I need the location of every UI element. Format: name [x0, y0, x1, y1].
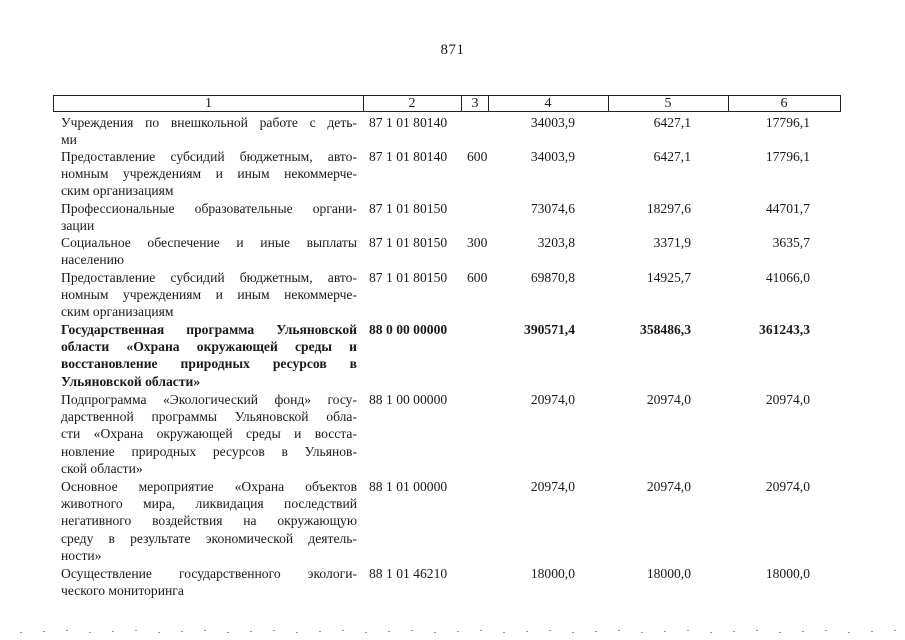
row-value-col5: 358486,3 — [640, 322, 691, 337]
scan-dot — [66, 630, 68, 631]
row-code: 87 1 01 80140 — [369, 149, 448, 164]
row-name-line: Подпрограмма «Экологический фонд» госу- — [61, 392, 357, 407]
scan-dot — [411, 630, 413, 631]
scan-dot — [227, 632, 229, 633]
scan-dot — [135, 630, 137, 631]
scan-dot — [618, 630, 620, 631]
row-name-line: Осуществление государственного экологи- — [61, 566, 357, 581]
row-name — [61, 148, 357, 200]
scan-dot — [733, 631, 735, 632]
row-name-line: ми — [61, 132, 77, 148]
row-name — [61, 200, 357, 234]
row-value-col4: 3203,8 — [537, 235, 575, 250]
row-name-line: Ульяновской области» — [61, 373, 201, 389]
row-name-line: негативного воздействия на окружающую — [61, 513, 357, 529]
scan-dot — [20, 632, 22, 633]
row-name-line: ности» — [61, 547, 102, 563]
row-value-col5: 18000,0 — [646, 566, 691, 581]
row-name-line: ской области» — [61, 460, 143, 476]
scan-dot — [204, 630, 206, 631]
row-code: 87 1 01 80150 — [369, 235, 448, 250]
row-value-col6: 44701,7 — [765, 201, 810, 216]
row-code: 88 1 01 00000 — [369, 479, 448, 494]
page-number: 871 — [440, 42, 465, 58]
row-value-col4: 69870,8 — [530, 270, 575, 285]
row-name-line: Государственная программа Ульяновской — [61, 322, 357, 337]
row-value-col4: 73074,6 — [530, 201, 575, 216]
row-value-col5: 20974,0 — [646, 392, 691, 407]
scan-dot — [273, 630, 275, 631]
row-name — [61, 391, 357, 477]
row-name-line: Социальное обеспечение и иные выплаты — [61, 235, 357, 250]
scan-dot — [572, 632, 574, 633]
scan-dot — [181, 631, 183, 632]
row-value-col4: 18000,0 — [530, 566, 575, 581]
row-code: 88 0 00 00000 — [369, 322, 448, 337]
scan-dot — [802, 631, 804, 632]
header-col-4: 4 — [488, 95, 609, 112]
row-name — [61, 478, 357, 564]
scan-dot — [250, 631, 252, 632]
row-name-line: животного мира, ликвидация последствий — [61, 496, 357, 512]
scan-dot — [664, 631, 666, 632]
row-value-col6: 17796,1 — [765, 149, 810, 164]
row-value-col4: 34003,9 — [530, 115, 575, 130]
row-name-line: ским организациям — [61, 304, 174, 320]
row-name-line: номным учреждениям и иным некоммерче- — [61, 287, 357, 303]
row-value-col5: 3371,9 — [653, 235, 691, 250]
row-value-col6: 17796,1 — [765, 115, 810, 130]
scan-dot — [894, 630, 896, 631]
row-value-col5: 6427,1 — [653, 149, 691, 164]
row-value-col6: 18000,0 — [765, 566, 810, 581]
scan-dot — [848, 632, 850, 633]
scan-dot — [158, 632, 160, 633]
row-value-col6: 20974,0 — [765, 479, 810, 494]
scan-dot — [296, 632, 298, 633]
row-name — [61, 114, 357, 148]
row-name-line: восстановление природных ресурсов в — [61, 356, 357, 372]
row-code: 87 1 01 80150 — [369, 270, 448, 285]
row-value-col5: 18297,6 — [646, 201, 691, 216]
header-col-3: 3 — [461, 95, 489, 112]
scan-dot — [342, 630, 344, 631]
row-name — [61, 234, 357, 268]
row-name-line: населению — [61, 252, 125, 268]
scan-dot — [457, 631, 459, 632]
row-name-line: среду в результате экономической деятель- — [61, 530, 357, 546]
row-name-line: зации — [61, 218, 95, 234]
scan-dot — [687, 630, 689, 631]
header-col-1: 1 — [53, 95, 364, 112]
row-name — [61, 321, 357, 390]
scan-dot — [112, 631, 114, 632]
row-value-col4: 390571,4 — [524, 322, 575, 337]
row-name-line: дарственной программы Ульяновской обла- — [61, 409, 357, 425]
row-value-col6: 41066,0 — [765, 270, 810, 285]
scan-dot — [480, 630, 482, 631]
scan-dot — [756, 630, 758, 631]
scan-dot — [503, 632, 505, 633]
scan-dot — [549, 630, 551, 631]
row-name — [61, 269, 357, 321]
row-value-col5: 20974,0 — [646, 479, 691, 494]
header-col-6: 6 — [728, 95, 841, 112]
scan-dot — [779, 632, 781, 633]
row-name-line: ским организациям — [61, 183, 174, 199]
row-value-col4: 20974,0 — [530, 479, 575, 494]
row-code: 88 1 01 46210 — [369, 566, 448, 581]
scan-dot — [43, 631, 45, 632]
row-name-line: сти «Охрана окружающей среды и восста- — [61, 426, 357, 442]
row-name — [61, 565, 357, 599]
scan-dot — [319, 631, 321, 632]
row-name-line: новление природных ресурсов в Ульянов- — [61, 443, 357, 459]
row-value-col6: 361243,3 — [759, 322, 810, 337]
row-expense-type: 600 — [467, 270, 488, 285]
row-value-col5: 6427,1 — [653, 115, 691, 130]
row-code: 87 1 01 80140 — [369, 115, 448, 130]
row-value-col5: 14925,7 — [646, 270, 691, 285]
row-code: 87 1 01 80150 — [369, 201, 448, 216]
scan-dot — [595, 631, 597, 632]
scan-dot — [388, 631, 390, 632]
scan-dot — [434, 632, 436, 633]
row-value-col6: 20974,0 — [765, 392, 810, 407]
row-name-line: Предоставление субсидий бюджетным, авто- — [61, 270, 357, 285]
scan-dot — [641, 632, 643, 633]
row-code: 88 1 00 00000 — [369, 392, 448, 407]
scan-dot — [89, 632, 91, 633]
row-value-col6: 3635,7 — [772, 235, 810, 250]
row-name-line: Учреждения по внешкольной работе с деть- — [61, 115, 357, 130]
header-col-2: 2 — [363, 95, 462, 112]
scan-dot — [710, 632, 712, 633]
scan-dot — [365, 632, 367, 633]
scan-dot — [825, 630, 827, 631]
scan-dot — [871, 631, 873, 632]
scan-border-dots — [0, 630, 905, 633]
scan-dot — [526, 631, 528, 632]
row-name-line: области «Охрана окружающей среды и — [61, 339, 357, 355]
row-name-line: ческого мониторинга — [61, 583, 184, 599]
row-expense-type: 300 — [467, 235, 488, 250]
header-col-5: 5 — [608, 95, 729, 112]
row-value-col4: 34003,9 — [530, 149, 575, 164]
row-name-line: Основное мероприятие «Охрана объектов — [61, 479, 357, 494]
row-name-line: Профессиональные образовательные органи- — [61, 201, 357, 216]
row-name-line: номным учреждениям и иным некоммерче- — [61, 166, 357, 182]
row-name-line: Предоставление субсидий бюджетным, авто- — [61, 149, 357, 164]
row-expense-type: 600 — [467, 149, 488, 164]
row-value-col4: 20974,0 — [530, 392, 575, 407]
